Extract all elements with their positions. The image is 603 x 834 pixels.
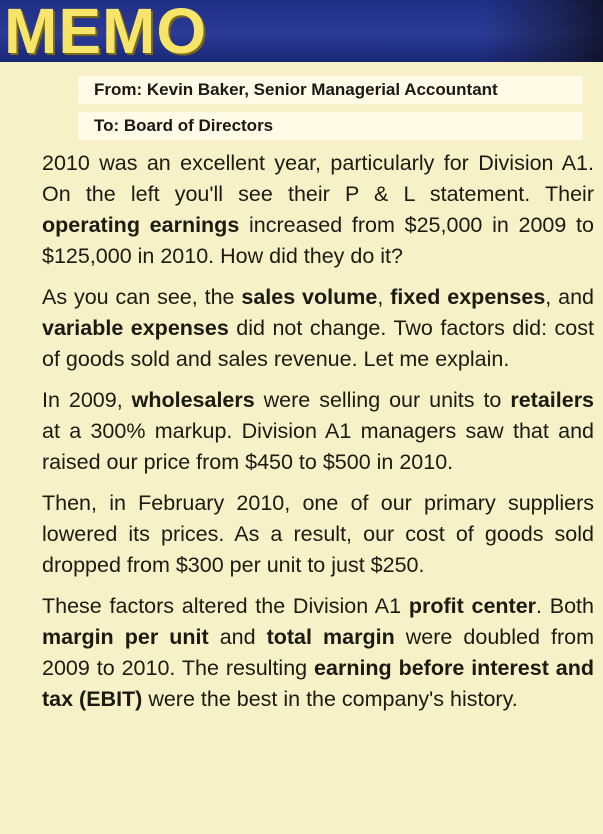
bold-term: retailers	[510, 388, 595, 412]
paragraph	[42, 282, 594, 375]
from-line: From: Kevin Baker, Senior Managerial Accountant	[78, 76, 583, 104]
text-run: were selling our units to	[254, 388, 511, 412]
paragraph	[42, 591, 594, 715]
paragraph	[42, 488, 594, 581]
text-run: were doubled from 2009 to 2010. The resulting	[42, 625, 594, 680]
bold-term: sales volume	[241, 285, 378, 309]
text-run: and	[208, 625, 267, 649]
text-run: These factors altered the Division A1	[42, 594, 409, 618]
bold-term: profit center	[408, 594, 537, 618]
text-run: Then, in February 2010, one of our primary suppliers lowered its prices. As a result, our cost of goods sold dropped from $300 per unit to just $250.	[42, 491, 594, 577]
text-run: , and	[545, 285, 595, 309]
text-run: did not change. Two factors did: cost of goods sold and sales revenue. Let me explain.	[42, 316, 594, 371]
bold-term: earning before interest and tax (EBIT)	[42, 656, 595, 711]
bold-term: margin per unit	[42, 625, 209, 649]
text-run: . Both	[536, 594, 594, 618]
text-run: increased from $25,000 in 2009 to $125,000 in 2010. How did they do it?	[42, 213, 594, 268]
paragraph	[42, 385, 594, 478]
memo-body	[42, 148, 594, 725]
to-line: To: Board of Directors	[78, 112, 583, 140]
text-run: at a 300% markup. Division A1 managers saw that and raised our price from $450 to $500 in 2010.	[42, 419, 594, 474]
text-run: As you can see, the	[42, 285, 242, 309]
text-run: ,	[377, 285, 391, 309]
bold-term: wholesalers	[131, 388, 255, 412]
memo-title: MEMO	[4, 0, 208, 62]
memo-header	[0, 0, 603, 62]
bold-term: total margin	[266, 625, 395, 649]
text-run: 2010 was an excellent year, particularly for Division A1. On the left you'll see their P & L statement. Their	[42, 151, 594, 206]
paragraph	[42, 148, 594, 272]
bold-term: variable expenses	[42, 316, 229, 340]
text-run: were the best in the company's history.	[142, 687, 518, 711]
text-run: In 2009,	[42, 388, 132, 412]
bold-term: operating earnings	[42, 213, 240, 237]
bold-term: fixed expenses	[390, 285, 546, 309]
